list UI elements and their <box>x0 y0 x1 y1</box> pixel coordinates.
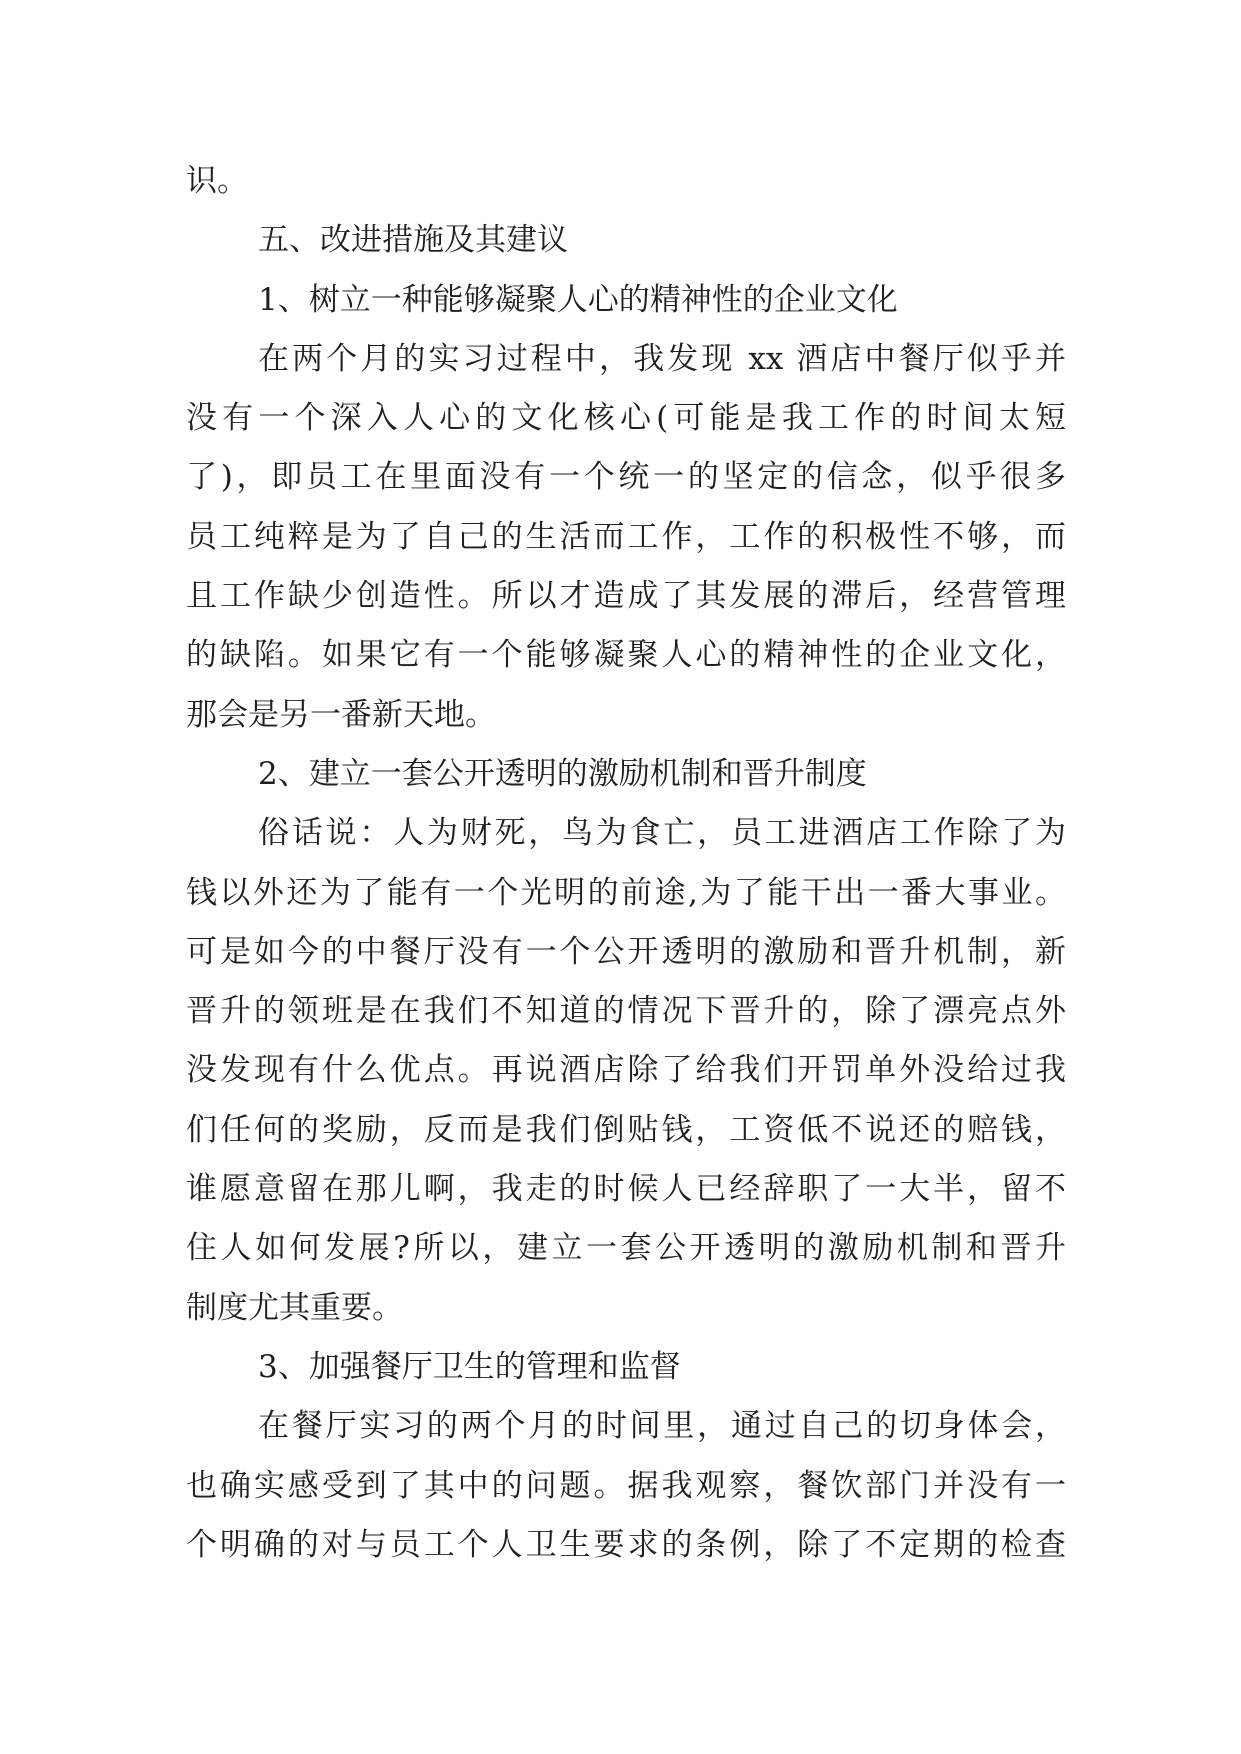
section-heading: 五、改进措施及其建议 <box>258 222 568 259</box>
text-line: 且工作缺少创造性。所以才造成了其发展的滞后，经营管理 <box>186 578 1066 615</box>
subsection-heading: 1、树立一种能够凝聚人心的精神性的企业文化 <box>258 281 898 318</box>
text-line: 个明确的对与员工个人卫生要求的条例，除了不定期的检查 <box>186 1526 1066 1563</box>
text-line: 员工纯粹是为了自己的生活而工作，工作的积极性不够，而 <box>186 518 1066 555</box>
text-line: 可是如今的中餐厅没有一个公开透明的激励和晋升机制，新 <box>186 933 1066 970</box>
text-line: 钱以外还为了能有一个光明的前途,为了能干出一番大事业。 <box>186 874 1066 911</box>
text-line: 住人如何发展?所以，建立一套公开透明的激励机制和晋升 <box>186 1230 1066 1267</box>
text-line: 谁愿意留在那儿啊，我走的时候人已经辞职了一大半，留不 <box>186 1171 1066 1208</box>
text-line: 那会是另一番新天地。 <box>186 696 496 733</box>
text-line: 的缺陷。如果它有一个能够凝聚人心的精神性的企业文化， <box>186 637 1066 674</box>
text-line: 在两个月的实习过程中，我发现 xx 酒店中餐厅似乎并 <box>258 340 1066 377</box>
text-line: 在餐厅实习的两个月的时间里，通过自己的切身体会， <box>258 1408 1066 1445</box>
text-line: 没发现有什么优点。再说酒店除了给我们开罚单外没给过我 <box>186 1052 1066 1089</box>
text-line: 晋升的领班是在我们不知道的情况下晋升的，除了漂亮点外 <box>186 993 1066 1030</box>
text-line: 识。 <box>186 163 248 199</box>
text-line: 们任何的奖励，反而是我们倒贴钱，工资低不说还的赔钱， <box>186 1111 1066 1148</box>
subsection-heading: 3、加强餐厅卫生的管理和监督 <box>258 1348 681 1385</box>
text-line: 俗话说：人为财死，鸟为食亡，员工进酒店工作除了为 <box>258 815 1066 852</box>
text-line: 制度尤其重要。 <box>186 1289 403 1326</box>
text-line: 没有一个深入人心的文化核心(可能是我工作的时间太短 <box>186 400 1066 437</box>
text-line: 了)，即员工在里面没有一个统一的坚定的信念，似乎很多 <box>186 459 1066 496</box>
document-body <box>186 152 1066 1575</box>
text-line: 也确实感受到了其中的问题。据我观察，餐饮部门并没有一 <box>186 1467 1066 1504</box>
subsection-heading: 2、建立一套公开透明的激励机制和晋升制度 <box>258 755 867 792</box>
